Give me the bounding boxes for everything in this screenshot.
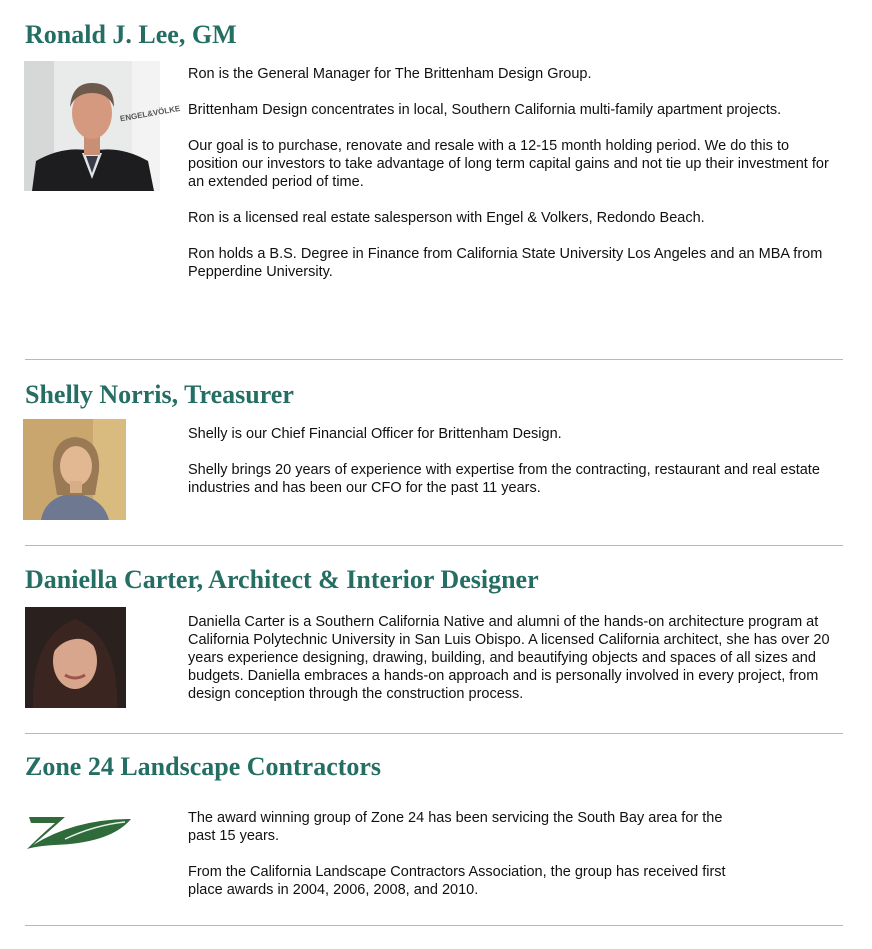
photo-overlay-text: ENGEL&VÖLKE	[119, 103, 181, 124]
bio-ronald-lee	[188, 65, 838, 281]
bio-shelly-norris	[188, 425, 838, 497]
section-divider	[25, 925, 843, 926]
bio-paragraph: Brittenham Design concentrates in local, Southern California multi-family apartment projects.	[188, 102, 782, 118]
bio-daniella-carter	[188, 613, 844, 703]
bio-paragraph: Ron holds a B.S. Degree in Finance from California State University Los Angeles and an MBA from Pepperdine University.	[188, 246, 823, 280]
section-heading-ronald-lee: Ronald J. Lee, GM	[25, 20, 237, 49]
section-divider	[25, 359, 843, 360]
section-heading-daniella-carter: Daniella Carter, Architect & Interior Designer	[25, 565, 539, 594]
bio-paragraph: Shelly brings 20 years of experience with expertise from the contracting, restaurant and real estate industries and has been our CFO for the past 11 years.	[188, 462, 820, 496]
bio-zone-24	[188, 809, 728, 899]
bio-paragraph: From the California Landscape Contractors Association, the group has received first place awards in 2004, 2006, 2008, and 2010.	[188, 864, 726, 898]
portrait-photo-ronald-lee	[24, 61, 181, 191]
bio-paragraph: Shelly is our Chief Financial Officer for Brittenham Design.	[188, 426, 562, 442]
zone-24-leaf-logo	[25, 813, 133, 851]
portrait-photo-shelly-norris	[23, 419, 126, 520]
portrait-photo-daniella-carter	[25, 607, 126, 708]
bio-paragraph: Ron is the General Manager for The Brittenham Design Group.	[188, 66, 592, 82]
section-divider	[25, 545, 843, 546]
section-heading-zone-24: Zone 24 Landscape Contractors	[25, 752, 382, 781]
section-heading-shelly-norris: Shelly Norris, Treasurer	[25, 380, 294, 409]
bio-paragraph: Our goal is to purchase, renovate and resale with a 12-15 month holding period. We do this to position our investors to take advantage of long term capital gains and not tie up their investment for an extended period of time.	[188, 138, 829, 190]
bio-paragraph: Daniella Carter is a Southern California Native and alumni of the hands-on architecture program at California Polytechnic University in San Luis Obispo. A licensed California architect, she has over 20 years experience designing, drawing, building, and beautifying objects and spaces of all sizes and budgets. Daniella embraces a hands-on approach and is personally involved in every project, from design conception through the construction process.	[188, 614, 830, 702]
bio-paragraph: The award winning group of Zone 24 has been servicing the South Bay area for the past 15 years.	[188, 810, 723, 844]
bio-paragraph: Ron is a licensed real estate salesperson with Engel & Volkers, Redondo Beach.	[188, 210, 705, 226]
section-divider	[25, 733, 843, 734]
